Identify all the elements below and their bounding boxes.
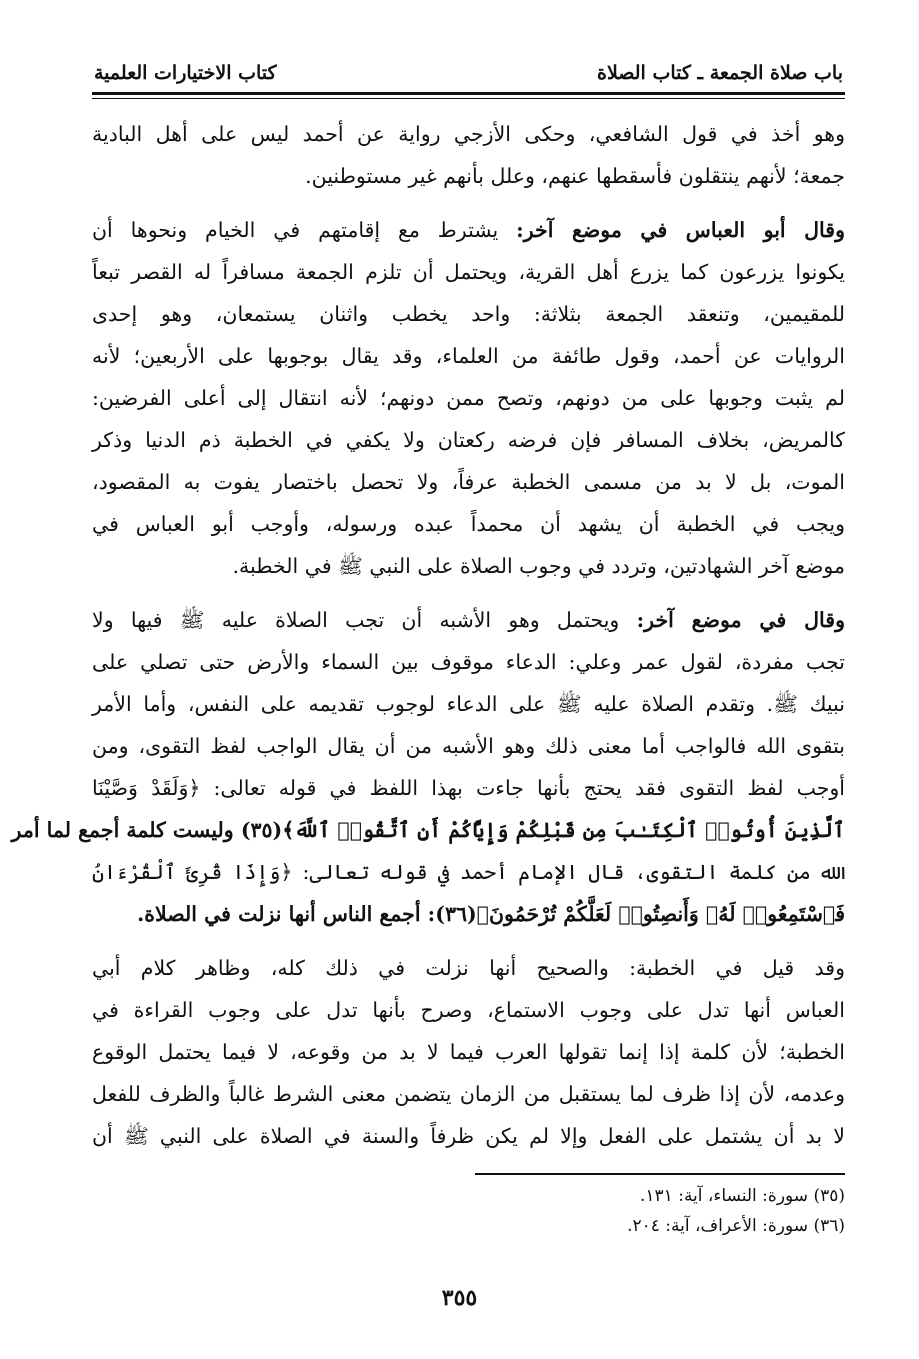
header-rule-thick (92, 92, 845, 95)
text-line: العباس أنها تدل على وجوب الاستماع، وصرح بأنها تدل على وجوب القراءة في (92, 998, 845, 1022)
text-line: كالمريض، بخلاف المسافر فإن فرضه ركعتان ولا يكفي في الخطبة ذم الدنيا وذكر (92, 428, 845, 452)
header-rule-thin (92, 98, 845, 99)
text-line: تجب مفردة، لقول عمر وعلي: الدعاء موقوف بين السماء والأرض حتى تصلي على (92, 650, 845, 674)
text-span: يشترط مع إقامتهم في الخيام ونحوها أن (92, 218, 499, 242)
paragraph-4 (92, 947, 845, 1157)
text-line: الخطبة؛ لأن كلمة إذا إنما تقولها العرب فيما لا بد من وقوعه، لا فيما يحتمل الوقوع (92, 1040, 845, 1064)
footnote-36: (٣٦) سورة: الأعراف، آية: ٢٠٤. (627, 1216, 845, 1236)
text-line: يكونوا يزرعون كما يزرع أهل القرية، ويحتمل أن تلزم الجمعة مسافراً له القصر تبعاً (92, 260, 845, 284)
page-body (11, 113, 845, 1157)
text-line: أوجب لفظ التقوى فقد يحتج بأنها جاءت بهذا اللفظ في قوله تعالى: ﴿وَلَقَدْ وَصَّيْنَا (92, 776, 845, 800)
text-line: موضع آخر الشهادتين، وتردد في وجوب الصلاة على النبي ﷺ في الخطبة. (232, 554, 845, 578)
footnote-35: (٣٥) سورة: النساء، آية: ١٣١. (640, 1186, 845, 1206)
header-chapter-title: باب صلاة الجمعة ـ كتاب الصلاة (597, 62, 843, 84)
text-line: نبيك ﷺ. وتقدم الصلاة عليه ﷺ على الدعاء لوجوب تقديمه على النفس، وأما الأمر (92, 692, 845, 716)
text-line: الموت، بل لا بد من مسمى الخطبة عرفاً، ولا تحصل باختصار يفوت به المقصود، (92, 470, 845, 494)
text-line: لا بد أن يشتمل على الفعل وإلا لم يكن ظرفاً والسنة في الصلاة على النبي ﷺ أن (92, 1124, 845, 1148)
footnotes (92, 1181, 845, 1241)
text-line: لم يثبت وجوبها على من دونهم، وتصح ممن دونهم؛ لأنه انتقال إلى أعلى الفرضين: (92, 386, 845, 410)
text-line: الروايات عن أحمد، وقول طائفة من العلماء، وقد يقال بوجوبها على الأربعين؛ لأنه (92, 344, 845, 368)
text-line: جمعة؛ لأنهم ينتقلون فأسقطها عنهم، وعلل بأنهم غير مستوطنين. (305, 164, 845, 188)
text-line (92, 209, 845, 251)
text-line: وهو أخذ في قول الشافعي، وحكى الأزجي رواية عن أحمد ليس على أهل البادية (92, 122, 845, 146)
text-line: ويجب في الخطبة أن يشهد أن محمداً عبده ورسوله، وأوجب أبو العباس في (92, 512, 845, 536)
running-header (92, 48, 845, 88)
paragraph-2 (92, 209, 845, 587)
paragraph-1 (92, 113, 845, 197)
paragraph-3 (11, 599, 845, 935)
text-line: بتقوى الله فالواجب أما معنى ذلك وهو الأشبه من أن يقال الواجب لفظ التقوى، ومن (92, 734, 845, 758)
text-line: وعدمه، لأن إذا ظرف لما يستقبل من الزمان يتضمن معنى الشرط غالباً والظرف للفعل (92, 1082, 845, 1106)
text-line: للمقيمين، وتنعقد الجمعة بثلاثة: واحد يخطب واثنان يستمعان، وهو إحدى (92, 302, 845, 326)
paragraph-lead: وقال أبو العباس في موضع آخر: (516, 218, 845, 242)
text-line (92, 599, 845, 641)
quran-verse-line: فَٱسْتَمِعُوا۟ لَهُۥ وَأَنصِتُوا۟ لَعَلَّكُمْ تُرْحَمُونَ﴾(٣٦): أجمع الناس أنها نزلت في الصلاة. (137, 902, 845, 926)
header-book-title: كتاب الاختيارات العلمية (94, 62, 277, 84)
footnote-rule (475, 1173, 845, 1175)
text-line: الله من كلمة التقوى، قال الإمام أحمد في قوله تعالى: ﴿وَإِذَا قُرِئَ ٱلْقُرْءَانُ (92, 860, 845, 884)
quran-verse-line: ٱلَّذِينَ أُوتُوا۟ ٱلْكِتَـٰبَ مِن قَبْلِكُمْ وَإِيَّاكُمْ أَنِ ٱتَّقُوا۟ ٱللَّهَ﴾(٣٥) وليست كلمة أجمع لما أمر (11, 818, 845, 842)
text-span: ويحتمل وهو الأشبه أن تجب الصلاة عليه ﷺ فيها ولا (92, 608, 620, 632)
page-number: ٣٥٥ (441, 1285, 478, 1311)
text-line: وقد قيل في الخطبة: والصحيح أنها نزلت في ذلك كله، وظاهر كلام أبي (92, 956, 845, 980)
paragraph-lead: وقال في موضع آخر: (636, 608, 845, 632)
